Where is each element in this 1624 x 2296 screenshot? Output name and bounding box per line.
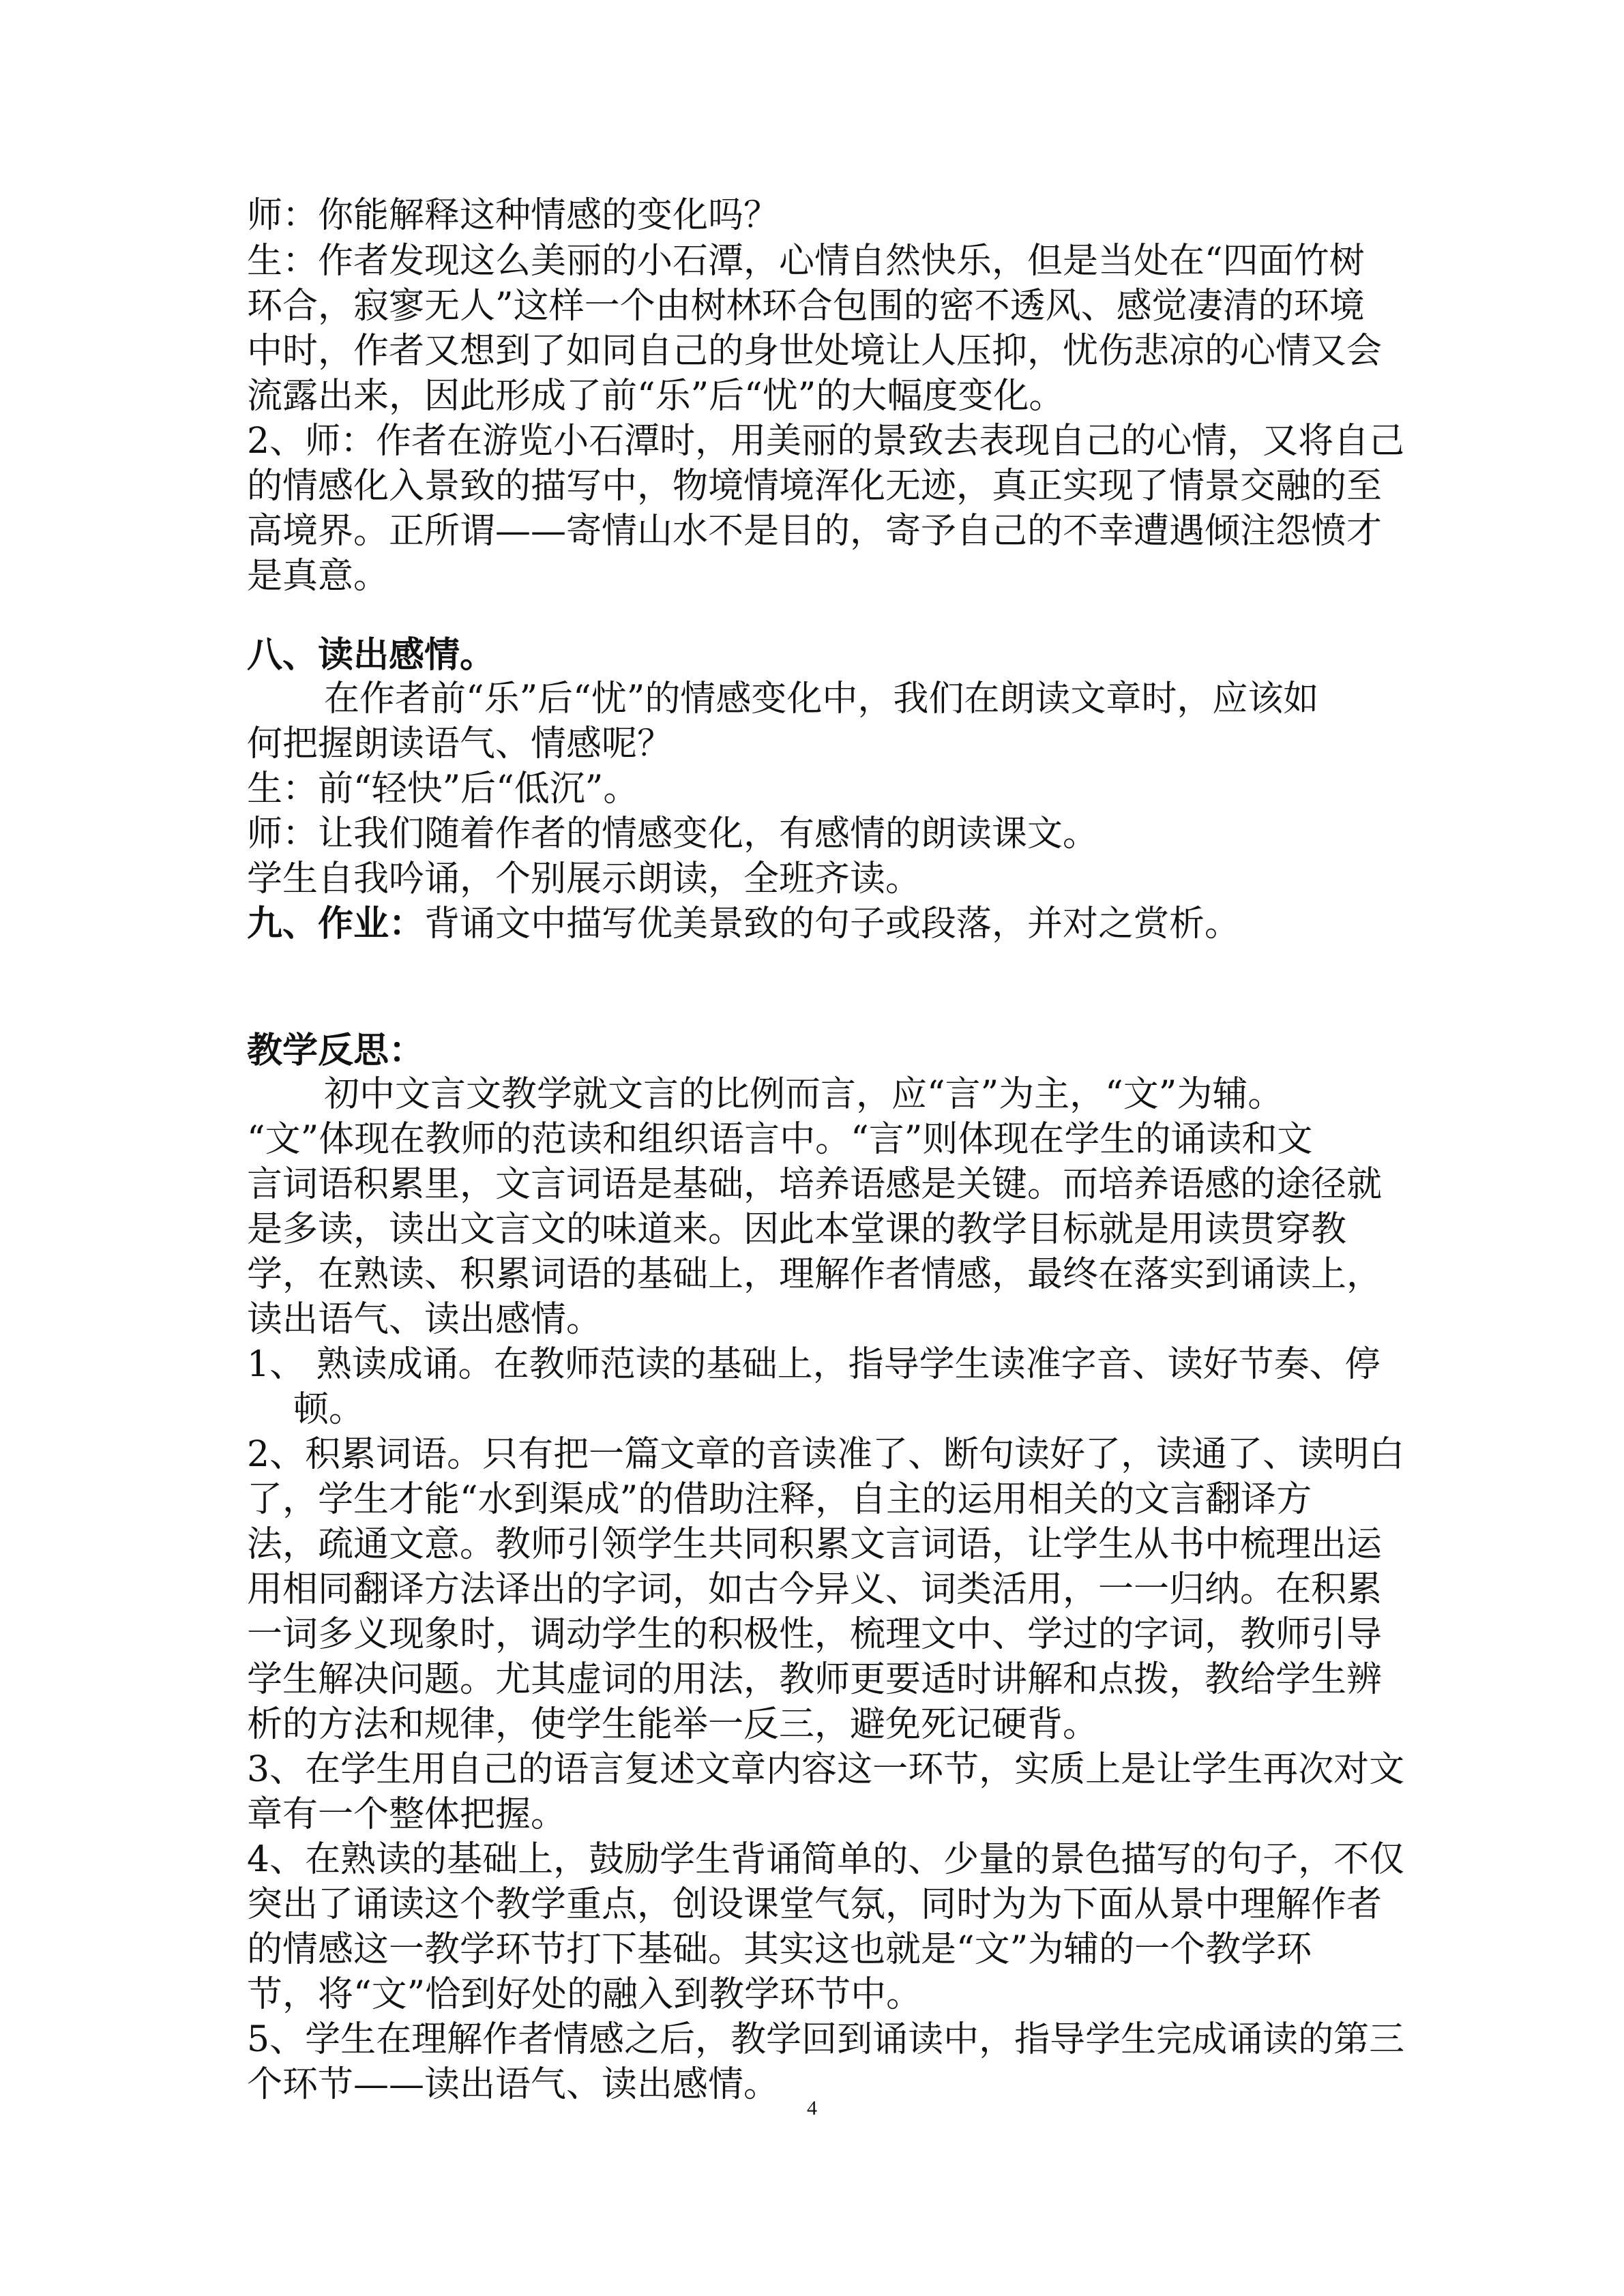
reflection-heading: 教学反思： [247, 1030, 425, 1071]
student-answer-line: 生：作者发现这么美丽的小石潭，心情自然快乐，但是当处在“四面竹树 [247, 241, 1365, 282]
student-answer-line: 环合，寂寥无人”这样一个由树林环合包围的密不透风、感觉凄清的环境 [247, 286, 1365, 327]
reflection-para-line: 言词语积累里，文言词语是基础，培养语感是关键。而培养语感的途径就 [247, 1164, 1383, 1205]
reflection-para-line: 初中文言文教学就文言的比例而言，应“言”为主，“文”为辅。 [324, 1074, 1284, 1115]
reflection-item-2-line: 2、积累词语。只有把一篇文章的音读准了、断句读好了，读通了、读明白 [247, 1434, 1405, 1475]
student-response: 生：前“轻快”后“低沉”。 [247, 769, 639, 809]
reflection-item-4-line: 突出了诵读这个教学重点，创设课堂气氛，同时为为下面从景中理解作者 [247, 1884, 1383, 1925]
teacher-summary-line: 2、师：作者在游览小石潭时，用美丽的景致去表现自己的心情，又将自己 [247, 421, 1405, 462]
section-9-heading: 九、作业： [247, 904, 425, 944]
reflection-item-2-line: 法，疏通文意。教师引领学生共同积累文言词语，让学生从书中梳理出运 [247, 1524, 1383, 1565]
reflection-para-line: “文”体现在教师的范读和组织语言中。“言”则体现在学生的诵读和文 [247, 1119, 1313, 1160]
reflection-item-3-line: 章有一个整体把握。 [247, 1794, 567, 1835]
reflection-item-2-line: 用相同翻译方法译出的字词，如古今异义、词类活用，一一归纳。在积累 [247, 1569, 1383, 1610]
teacher-summary-line: 高境界。正所谓——寄情山水不是目的，寄予自己的不幸遭遇倾注怨愤才 [247, 511, 1383, 552]
reflection-item-1-line: 顿。 [293, 1389, 365, 1430]
section-9-homework [247, 901, 1372, 946]
class-activity: 学生自我吟诵，个别展示朗读，全班齐读。 [247, 859, 921, 899]
reflection-item-2-line: 析的方法和规律，使学生能举一反三，避免死记硬背。 [247, 1704, 1099, 1745]
section-9-text: 背诵文中描写优美景致的句子或段落，并对之赏析。 [424, 904, 1241, 944]
reflection-item-4-line: 节，将“文”恰到好处的融入到教学环节中。 [247, 1974, 922, 2015]
teacher-instruction: 师：让我们随着作者的情感变化，有感情的朗读课文。 [247, 814, 1099, 854]
section-8-heading: 八、读出感情。 [247, 635, 496, 676]
teacher-summary-line: 的情感化入景致的描写中，物境情境浑化无迹，真正实现了情景交融的至 [247, 466, 1383, 507]
reflection-item-4-line: 的情感这一教学环节打下基础。其实这也就是“文”为辅的一个教学环 [247, 1929, 1312, 1970]
reflection-para-line: 是多读，读出文言文的味道来。因此本堂课的教学目标就是用读贯穿教 [247, 1209, 1347, 1250]
section-8-intro-line: 在作者前“乐”后“忧”的情感变化中，我们在朗读文章时，应该如 [324, 679, 1319, 719]
student-answer-line: 流露出来，因此形成了前“乐”后“忧”的大幅度变化。 [247, 376, 1065, 417]
reflection-item-4-line: 4、在熟读的基础上，鼓励学生背诵简单的、少量的景色描写的句子，不仅 [247, 1839, 1405, 1880]
reflection-item-5-line: 5、学生在理解作者情感之后，教学回到诵读中，指导学生完成诵读的第三 [247, 2019, 1405, 2060]
reflection-item-2-line: 学生解决问题。尤其虚词的用法，教师更要适时讲解和点拨，教给学生辨 [247, 1659, 1383, 1700]
reflection-para-line: 学，在熟读、积累词语的基础上，理解作者情感，最终在落实到诵读上， [247, 1254, 1383, 1295]
page-number: 4 [807, 2097, 817, 2119]
reflection-item-1-line: 1、 熟读成诵。在教师范读的基础上，指导学生读准字音、读好节奏、停 [247, 1344, 1381, 1385]
student-answer-line: 中时，作者又想到了如同自己的身世处境让人压抑，忧伤悲凉的心情又会 [247, 331, 1383, 372]
reflection-para-line: 读出语气、读出感情。 [247, 1299, 602, 1340]
teacher-summary-line: 是真意。 [247, 556, 389, 597]
reflection-item-2-line: 一词多义现象时，调动学生的积极性，梳理文中、学过的字词，教师引导 [247, 1614, 1383, 1655]
reflection-item-2-line: 了，学生才能“水到渠成”的借助注释，自主的运用相关的文言翻译方 [247, 1479, 1312, 1520]
section-8-intro-line: 何把握朗读语气、情感呢？ [247, 724, 673, 764]
reflection-item-5-line: 个环节——读出语气、读出感情。 [247, 2064, 780, 2105]
reflection-item-3-line: 3、在学生用自己的语言复述文章内容这一环节，实质上是让学生再次对文 [247, 1749, 1405, 1790]
teacher-question: 师：你能解释这种情感的变化吗？ [247, 195, 780, 236]
